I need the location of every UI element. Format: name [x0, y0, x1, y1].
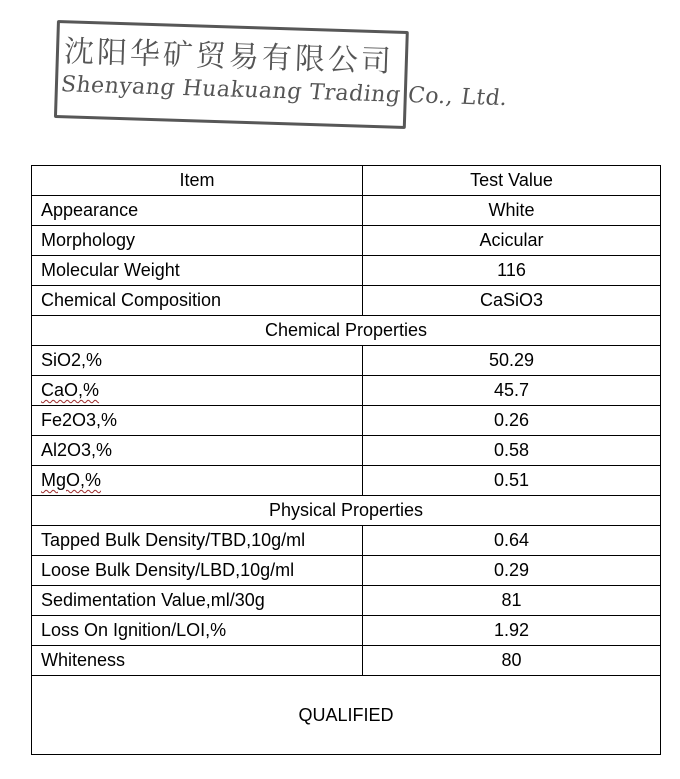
item-cell: Loss On Ignition/LOI,%	[32, 616, 363, 646]
value-cell: 0.58	[363, 436, 661, 466]
table-row	[32, 616, 661, 646]
table-row	[32, 226, 661, 256]
table-row	[32, 256, 661, 286]
table-row	[32, 376, 661, 406]
item-label: MgO,%	[41, 470, 102, 490]
value-cell: 116	[363, 256, 661, 286]
stamp-chinese-name: 沈阳华矿贸易有限公司	[63, 34, 395, 80]
table-row	[32, 196, 661, 226]
table-row	[32, 346, 661, 376]
item-cell: Al2O3,%	[32, 436, 363, 466]
section-row-chemical	[32, 316, 661, 346]
conclusion-text: QUALIFIED	[32, 676, 661, 755]
value-cell: 0.64	[363, 526, 661, 556]
item-cell: Tapped Bulk Density/TBD,10g/ml	[32, 526, 363, 556]
value-cell: 1.92	[363, 616, 661, 646]
item-cell: Chemical Composition	[32, 286, 363, 316]
value-cell: White	[363, 196, 661, 226]
section-heading-physical: Physical Properties	[32, 496, 661, 526]
value-cell: 0.51	[363, 466, 661, 496]
value-cell: 0.26	[363, 406, 661, 436]
table-row	[32, 556, 661, 586]
item-cell: Loose Bulk Density/LBD,10g/ml	[32, 556, 363, 586]
value-cell: Acicular	[363, 226, 661, 256]
table-row	[32, 586, 661, 616]
table-row	[32, 646, 661, 676]
header-item: Item	[32, 166, 363, 196]
table-header-row	[32, 166, 661, 196]
stamp-english-name: Shenyang Huakuang Trading Co., Ltd.	[59, 72, 510, 112]
item-cell: Morphology	[32, 226, 363, 256]
item-cell: Sedimentation Value,ml/30g	[32, 586, 363, 616]
item-cell	[32, 376, 363, 406]
item-cell: Whiteness	[32, 646, 363, 676]
item-cell	[32, 466, 363, 496]
value-cell: CaSiO3	[363, 286, 661, 316]
table-row	[32, 436, 661, 466]
item-cell: SiO2,%	[32, 346, 363, 376]
table-row	[32, 286, 661, 316]
value-cell: 45.7	[363, 376, 661, 406]
section-heading-chemical: Chemical Properties	[32, 316, 661, 346]
item-cell: Fe2O3,%	[32, 406, 363, 436]
table-row	[32, 466, 661, 496]
item-cell: Appearance	[32, 196, 363, 226]
section-row-physical	[32, 496, 661, 526]
value-cell: 50.29	[363, 346, 661, 376]
value-cell: 0.29	[363, 556, 661, 586]
company-stamp	[54, 20, 510, 129]
header-test-value: Test Value	[363, 166, 661, 196]
specification-table	[31, 165, 661, 755]
conclusion-row	[32, 676, 661, 755]
item-cell: Molecular Weight	[32, 256, 363, 286]
table-row	[32, 406, 661, 436]
value-cell: 80	[363, 646, 661, 676]
item-label: CaO,%	[41, 380, 100, 400]
table-row	[32, 526, 661, 556]
value-cell: 81	[363, 586, 661, 616]
